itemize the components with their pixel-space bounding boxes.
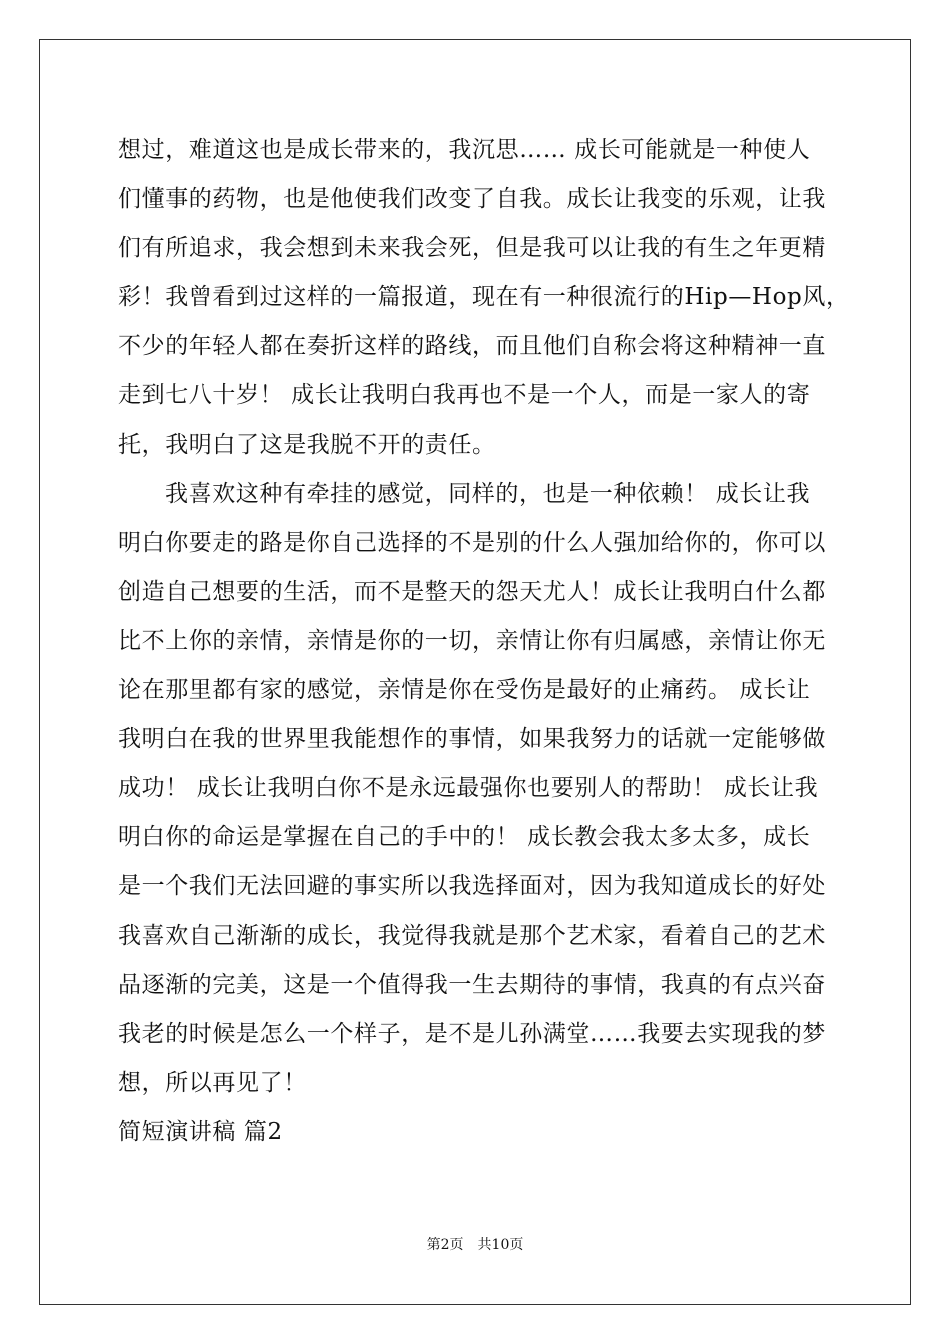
text-line: 品逐渐的完美，这是一个值得我一生去期待的事情，我真的有点兴奋	[118, 971, 826, 998]
text-line: 想，所以再见了！	[118, 1069, 307, 1096]
text-line: 是一个我们无法回避的事实所以我选择面对，因为我知道成长的好处	[118, 873, 826, 900]
paragraph-start-line: 我喜欢这种有牵挂的感觉，同样的，也是一种依赖！ 成长让我	[165, 480, 811, 507]
page-total: 共10页	[477, 1237, 524, 1253]
text-line: 比不上你的亲情，亲情是你的一切，亲情让你有归属感，亲情让你无	[118, 627, 826, 654]
text-line: 想过，难道这也是成长带来的，我沉思…… 成长可能就是一种使人	[118, 137, 811, 163]
text-line: 走到七八十岁！ 成长让我明白我再也不是一个人，而是一家人的寄	[118, 382, 811, 409]
text-line: 成功！ 成长让我明白你不是永远最强你也要别人的帮助！ 成长让我	[118, 775, 819, 802]
text-line: 我老的时候是怎么一个样子，是不是儿孙满堂……我要去实现我的梦	[118, 1020, 826, 1047]
text-line: 明白你要走的路是你自己选择的不是别的什么人强加给你的，你可以	[118, 529, 826, 556]
section-heading: 简短演讲稿 篇2	[118, 1118, 283, 1145]
page-footer	[0, 1234, 950, 1254]
text-line: 彩！我曾看到过这样的一篇报道，现在有一种很流行的Hip—Hop风，	[118, 284, 850, 311]
text-line: 创造自己想要的生活，而不是整天的怨天尤人！成长让我明白什么都	[118, 578, 826, 605]
text-line: 我喜欢自己渐渐的成长，我觉得我就是那个艺术家，看着自己的艺术	[118, 922, 826, 949]
text-line: 托，我明白了这是我脱不开的责任。	[118, 431, 496, 458]
text-line: 不少的年轻人都在奏折这样的路线，而且他们自称会将这种精神一直	[118, 333, 826, 360]
text-line: 们懂事的药物，也是他使我们改变了自我。成长让我变的乐观，让我	[118, 186, 826, 213]
text-line: 们有所追求，我会想到未来我会死，但是我可以让我的有生之年更精	[118, 235, 826, 262]
document-body	[118, 126, 850, 1157]
text-line: 我明白在我的世界里我能想作的事情，如果我努力的话就一定能够做	[118, 726, 826, 753]
text-line: 论在那里都有家的感觉，亲情是你在受伤是最好的止痛药。 成长让	[118, 677, 811, 704]
page-number: 第2页	[426, 1237, 464, 1253]
text-line: 明白你的命运是掌握在自己的手中的！ 成长教会我太多太多，成长	[118, 824, 811, 851]
